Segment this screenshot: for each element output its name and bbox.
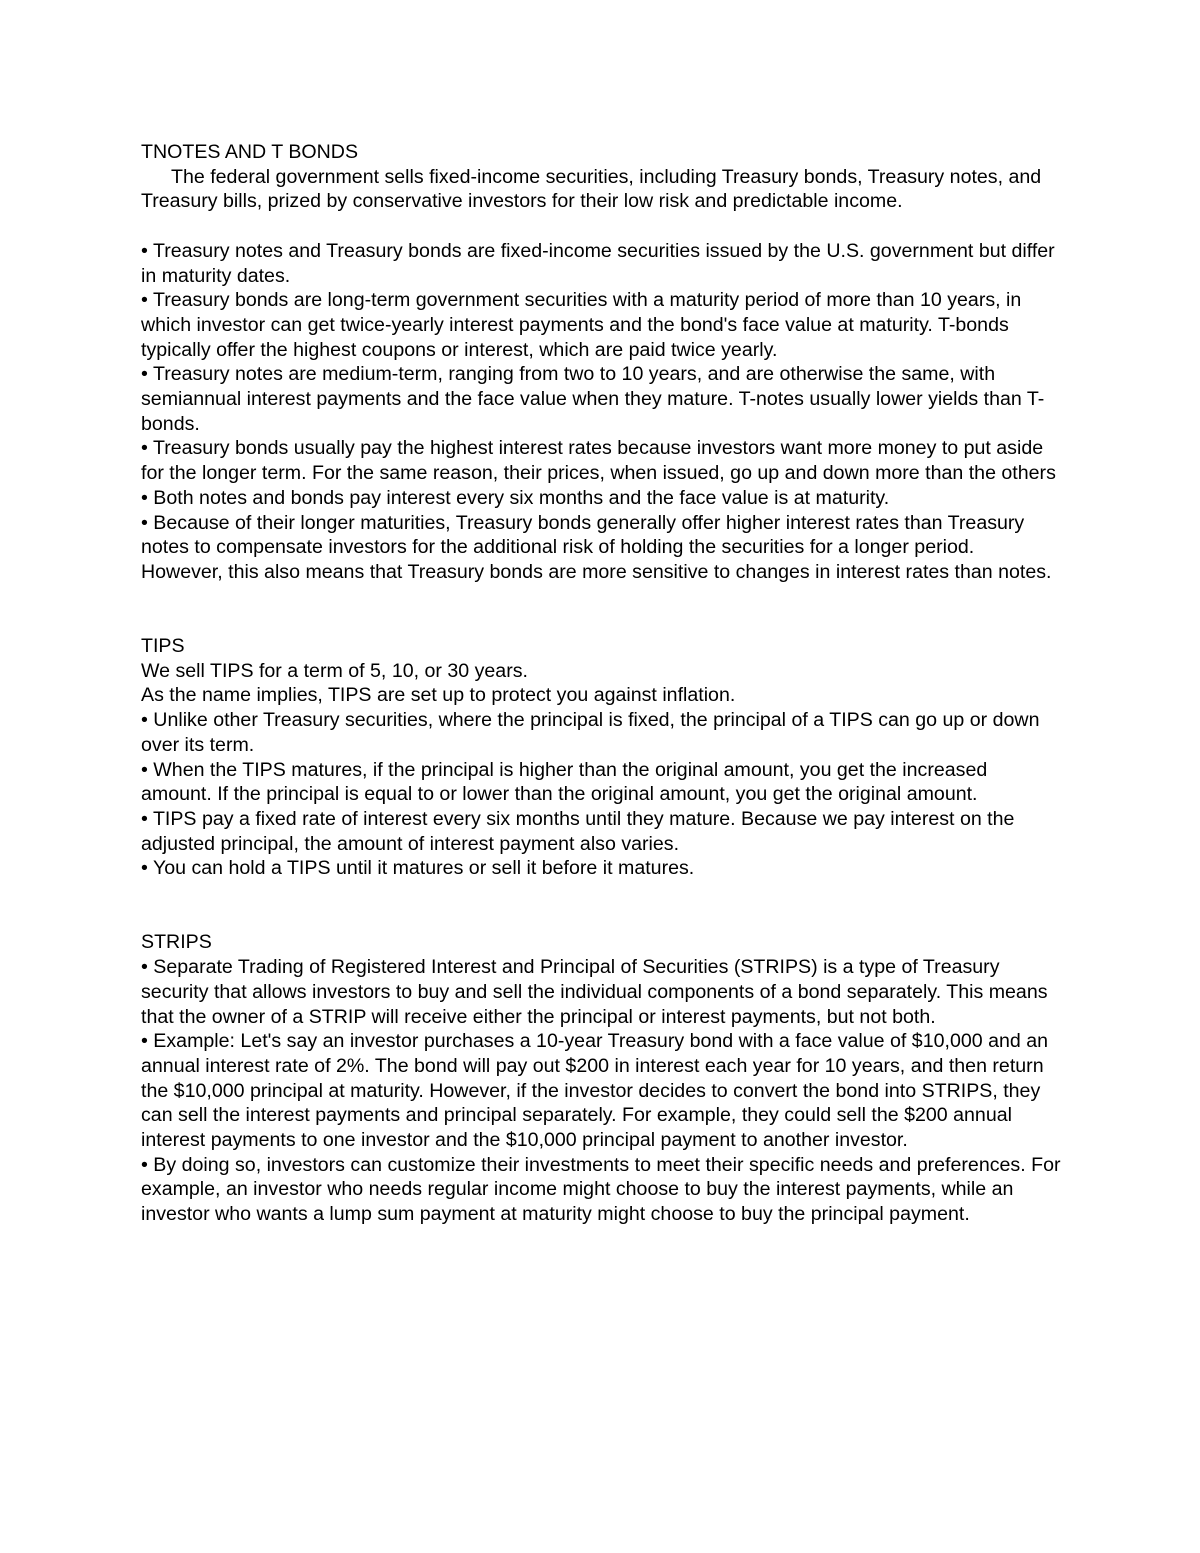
section-tips <box>141 634 1061 881</box>
bullet-item: • Separate Trading of Registered Interest and Principal of Securities (STRIPS) is a type of Treasury security that allows investors to buy and sell the individual components of a bond separately. This means that the owner of a STRIP will receive either the principal or interest payments, but not both. <box>141 956 1048 1028</box>
bullet-item: • Treasury notes and Treasury bonds are fixed-income securities issued by the U.S. government but differ in maturity dates. <box>141 239 1055 287</box>
bullet-item: • Unlike other Treasury securities, where the principal is fixed, the principal of a TIPS can go up or down over its term. <box>141 709 1040 756</box>
document-page <box>141 140 1061 1227</box>
text-line: As the name implies, TIPS are set up to protect you against inflation. <box>141 684 736 707</box>
bullet-item: • You can hold a TIPS until it matures or sell it before it matures. <box>141 857 695 880</box>
section-strips <box>141 930 1061 1226</box>
bullet-item: • Example: Let's say an investor purchases a 10-year Treasury bond with a face value of $10,000 and an annual interest rate of 2%. The bond will pay out $200 in interest each year for 10 years, and then return the $10,000 principal at maturity. However, if the investor decides to convert the bond into STRIPS, they can sell the interest payments and principal separately. For example, they could sell the $200 annual interest payments to one investor and the $10,000 principal payment to another investor. <box>141 1030 1049 1152</box>
text-line: We sell TIPS for a term of 5, 10, or 30 years. <box>141 659 528 682</box>
section-heading-strips: STRIPS <box>141 931 212 954</box>
spacer <box>141 881 1061 930</box>
spacer <box>141 585 1061 634</box>
section-heading-tips: TIPS <box>141 635 185 658</box>
bullet-item: • Both notes and bonds pay interest every six months and the face value is at maturity. <box>141 486 890 509</box>
section-tnotes-and-tbonds <box>141 140 1061 585</box>
section-heading-tnotes: TNOTES AND T BONDS <box>141 141 359 163</box>
bullet-item: • Treasury bonds usually pay the highest interest rates because investors want more money to put aside for the longer term. For the same reason, their prices, when issued, go up and down more than the others <box>141 437 1056 485</box>
bullet-item: • Treasury bonds are long-term government securities with a maturity period of more than 10 years, in which investor can get twice-yearly interest payments and the bond's face value at maturity. T-bonds typically offer the highest coupons or interest, which are paid twice yearly. <box>141 289 1022 361</box>
bullet-item: • Because of their longer maturities, Treasury bonds generally offer higher interest rates than Treasury notes to compensate investors for the additional risk of holding the securities for a longer period. However, this also means that Treasury bonds are more sensitive to changes in interest rates than notes. <box>141 511 1052 583</box>
bullet-item: • By doing so, investors can customize their investments to meet their specific needs and preferences. For example, an investor who needs regular income might choose to buy the interest payments, while an investor who wants a lump sum payment at maturity might choose to buy the principal payment. <box>141 1153 1061 1226</box>
bullet-item: • Treasury notes are medium-term, ranging from two to 10 years, and are otherwise the same, with semiannual interest payments and the face value when they mature. T-notes usually lower yields than T-bonds. <box>141 363 1045 435</box>
bullet-item: • When the TIPS matures, if the principal is higher than the original amount, you get the increased amount. If the principal is equal to or lower than the original amount, you get the original amount. <box>141 758 988 806</box>
intro-paragraph: The federal government sells fixed-income securities, including Treasury bonds, Treasury notes, and Treasury bills, prized by conservative investors for their low risk and predictable income. <box>141 165 1042 213</box>
bullet-item: • TIPS pay a fixed rate of interest every six months until they mature. Because we pay interest on the adjusted principal, the amount of interest payment also varies. <box>141 807 1015 855</box>
spacer <box>141 214 1061 239</box>
